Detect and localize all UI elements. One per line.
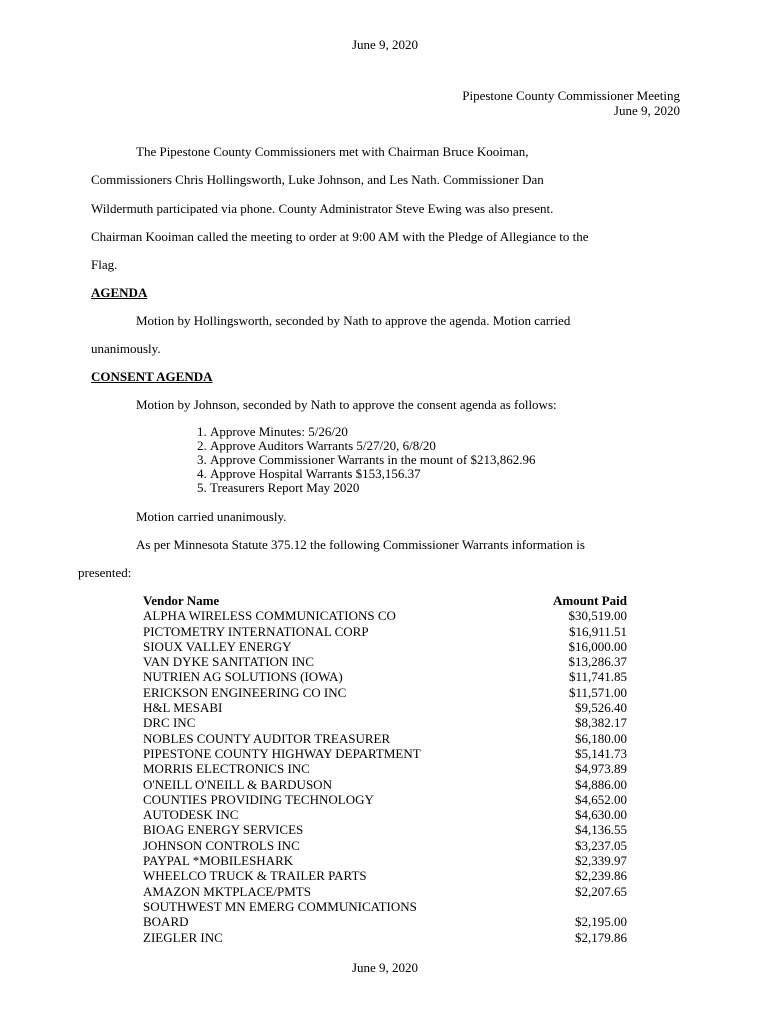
amount-paid: $11,741.85 xyxy=(568,669,627,685)
amount-paid: $4,652.00 xyxy=(575,791,627,807)
table-row xyxy=(143,853,627,868)
vendor-name: H&L MESABI xyxy=(143,700,223,716)
consent-item: 1. Approve Minutes: 5/26/20 xyxy=(210,425,535,439)
consent-agenda-heading: CONSENT AGENDA xyxy=(91,369,213,384)
vendor-name: SOUTHWEST MN EMERG COMMUNICATIONS BOARD xyxy=(143,898,417,930)
table-row xyxy=(143,669,627,684)
vendor-name: ERICKSON ENGINEERING CO INC xyxy=(143,684,347,700)
meeting-date: June 9, 2020 xyxy=(613,103,680,118)
table-row xyxy=(143,792,627,807)
table-row xyxy=(143,685,627,700)
vendor-name: ZIEGLER INC xyxy=(143,929,223,945)
amount-paid: $4,973.89 xyxy=(575,761,627,777)
amount-paid: $2,207.65 xyxy=(575,883,627,899)
consent-motion: Motion by Johnson, seconded by Nath to approve the consent agenda as follows: xyxy=(136,397,557,412)
table-row xyxy=(143,715,627,730)
vendor-name: JOHNSON CONTROLS INC xyxy=(143,837,300,853)
amount-paid: $2,179.86 xyxy=(575,929,627,945)
vendor-name: SIOUX VALLEY ENERGY xyxy=(143,638,292,654)
meeting-title-block xyxy=(462,88,680,118)
vendor-name: O'NEILL O'NEILL & BARDUSON xyxy=(143,776,332,792)
table-row xyxy=(143,884,627,899)
amount-paid: $2,339.97 xyxy=(575,853,627,869)
table-row xyxy=(143,930,627,945)
warrants-table xyxy=(143,593,627,945)
table-row xyxy=(143,746,627,761)
page-header-date: June 9, 2020 xyxy=(351,37,419,52)
intro-line-4: Chairman Kooiman called the meeting to order at 9:00 AM with the Pledge of Allegiance to the xyxy=(91,229,589,244)
vendor-name: ALPHA WIRELESS COMMUNICATIONS CO xyxy=(143,608,396,624)
amount-paid: $2,239.86 xyxy=(575,868,627,884)
table-row xyxy=(143,731,627,746)
intro-line-5: Flag. xyxy=(91,257,118,272)
amount-paid: $4,136.55 xyxy=(575,822,627,838)
intro-line-2: Commissioners Chris Hollingsworth, Luke Johnson, and Les Nath. Commissioner Dan xyxy=(91,172,544,187)
amount-paid: $3,237.05 xyxy=(575,837,627,853)
amount-paid: $11,571.00 xyxy=(568,684,627,700)
table-body xyxy=(143,608,627,945)
vendor-name: AUTODESK INC xyxy=(143,807,239,823)
table-row xyxy=(143,868,627,883)
intro-line-1: The Pipestone County Commissioners met with Chairman Bruce Kooiman, xyxy=(136,144,529,159)
vendor-name: NUTRIEN AG SOLUTIONS (IOWA) xyxy=(143,669,343,685)
consent-item: 5. Treasurers Report May 2020 xyxy=(210,481,535,495)
motion-result: Motion carried unanimously. xyxy=(136,509,287,524)
table-row xyxy=(143,654,627,669)
amount-paid: $30,519.00 xyxy=(568,608,627,624)
vendor-name: AMAZON MKTPLACE/PMTS xyxy=(143,883,311,899)
amount-paid: $4,630.00 xyxy=(575,807,627,823)
vendor-name: VAN DYKE SANITATION INC xyxy=(143,654,314,670)
table-row xyxy=(143,838,627,853)
amount-column-header: Amount Paid xyxy=(552,593,627,608)
table-row xyxy=(143,624,627,639)
table-row xyxy=(143,700,627,715)
vendor-name: PIPESTONE COUNTY HIGHWAY DEPARTMENT xyxy=(143,745,421,761)
vendor-column-header: Vendor Name xyxy=(143,593,220,608)
consent-item: 2. Approve Auditors Warrants 5/27/20, 6/8/20 xyxy=(210,439,535,453)
amount-paid: $5,141.73 xyxy=(575,745,627,761)
agenda-heading: AGENDA xyxy=(91,285,148,300)
table-row xyxy=(143,777,627,792)
statute-line-1: As per Minnesota Statute 375.12 the following Commissioner Warrants information is xyxy=(136,537,585,552)
statute-line-2: presented: xyxy=(78,565,132,580)
table-row xyxy=(143,899,627,930)
consent-items-list xyxy=(176,425,535,495)
intro-line-3: Wildermuth participated via phone. County Administrator Steve Ewing was also present. xyxy=(91,201,554,216)
amount-paid: $8,382.17 xyxy=(575,715,627,731)
amount-paid: $6,180.00 xyxy=(575,730,627,746)
amount-paid: $4,886.00 xyxy=(575,776,627,792)
vendor-name: DRC INC xyxy=(143,715,196,731)
amount-paid: $13,286.37 xyxy=(568,654,627,670)
agenda-motion-line-2: unanimously. xyxy=(91,341,161,356)
table-row xyxy=(143,608,627,623)
agenda-motion-line-1: Motion by Hollingsworth, seconded by Nath to approve the agenda. Motion carried xyxy=(136,313,571,328)
amount-paid: $9,526.40 xyxy=(575,700,627,716)
page-footer-date: June 9, 2020 xyxy=(351,960,419,975)
amount-paid: $2,195.00 xyxy=(575,914,627,930)
table-row xyxy=(143,639,627,654)
table-row xyxy=(143,822,627,837)
table-row xyxy=(143,761,627,776)
table-row xyxy=(143,807,627,822)
meeting-title: Pipestone County Commissioner Meeting xyxy=(462,88,680,103)
amount-paid: $16,000.00 xyxy=(568,638,627,654)
vendor-name: WHEELCO TRUCK & TRAILER PARTS xyxy=(143,868,367,884)
vendor-name: PICTOMETRY INTERNATIONAL CORP xyxy=(143,623,369,639)
vendor-name: PAYPAL *MOBILESHARK xyxy=(143,853,294,869)
vendor-name: MORRIS ELECTRONICS INC xyxy=(143,761,310,777)
consent-item: 4. Approve Hospital Warrants $153,156.37 xyxy=(210,467,535,481)
table-header-row xyxy=(143,593,627,608)
consent-item: 3. Approve Commissioner Warrants in the mount of $213,862.96 xyxy=(210,453,535,467)
amount-paid: $16,911.51 xyxy=(568,623,627,639)
vendor-name: BIOAG ENERGY SERVICES xyxy=(143,822,304,838)
vendor-name: NOBLES COUNTY AUDITOR TREASURER xyxy=(143,730,391,746)
vendor-name: COUNTIES PROVIDING TECHNOLOGY xyxy=(143,791,374,807)
